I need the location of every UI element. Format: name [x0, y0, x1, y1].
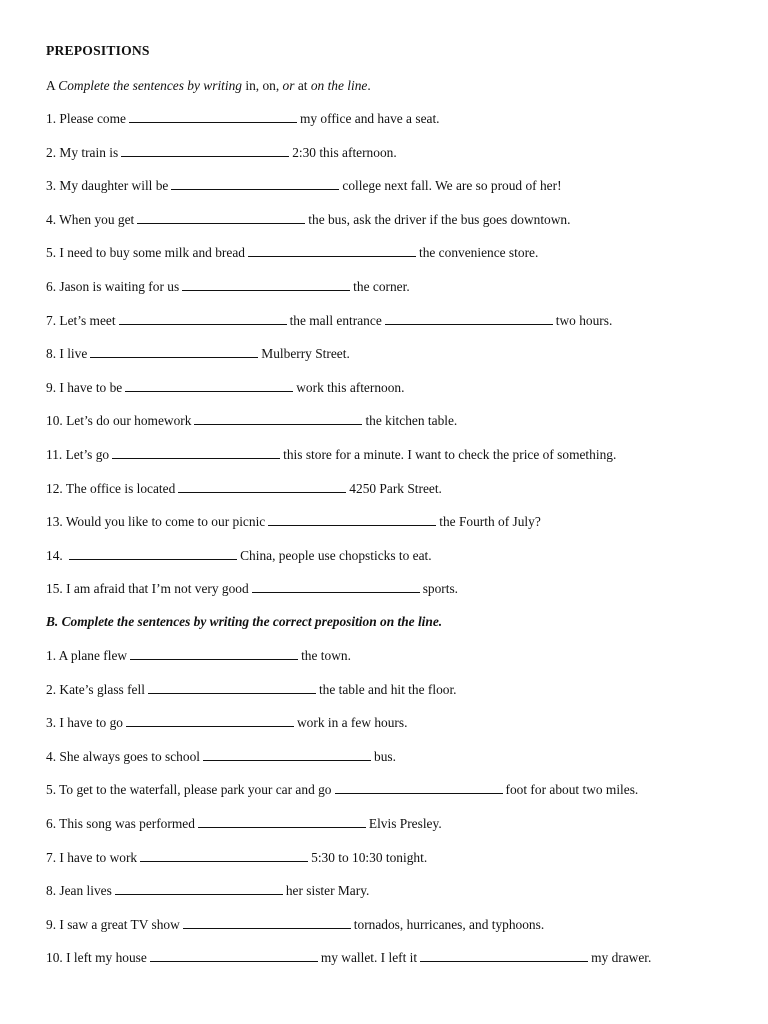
- answer-blank[interactable]: [420, 950, 588, 962]
- question-text: Let’s do our homework: [66, 413, 192, 429]
- question-item: [46, 212, 570, 228]
- answer-blank[interactable]: [385, 313, 553, 325]
- answer-blank[interactable]: [178, 481, 346, 493]
- instruction-run: or: [282, 78, 295, 93]
- question-text: To get to the waterfall, please park your car and go: [59, 782, 332, 798]
- question-item: [46, 346, 350, 362]
- answer-blank[interactable]: [248, 245, 416, 257]
- question-item: [46, 313, 612, 329]
- question-text: I left my house: [66, 950, 147, 966]
- question-text: foot for about two miles.: [505, 782, 639, 798]
- question-text: 5:30 to 10:30 tonight.: [311, 849, 428, 865]
- question-number: 4.: [46, 211, 57, 227]
- question-text: Would you like to come to our picnic: [65, 514, 266, 530]
- question-text: I saw a great TV show: [59, 916, 180, 932]
- question-number: 7.: [46, 312, 57, 328]
- question-text: I am afraid that I’m not very good: [66, 581, 249, 597]
- question-text: Let’s go: [65, 447, 110, 462]
- question-text: the kitchen table.: [365, 413, 458, 429]
- question-item: [46, 782, 638, 798]
- question-item: [46, 481, 442, 497]
- question-item: [46, 816, 442, 832]
- section-a-instruction: [46, 78, 371, 94]
- worksheet-title: PREPOSITIONS: [46, 43, 150, 58]
- question-text: China, people use chopsticks to eat.: [240, 547, 432, 563]
- instruction-run: in, on,: [242, 78, 283, 93]
- answer-blank[interactable]: [130, 648, 298, 660]
- question-number: 4.: [46, 748, 57, 764]
- question-text: Please come: [59, 111, 126, 126]
- question-text: the mall entrance: [289, 312, 382, 328]
- instruction-run: Complete the sentences by writing: [58, 78, 242, 93]
- question-number: 9.: [46, 379, 57, 395]
- question-item: [46, 917, 544, 933]
- question-text: I have to go: [59, 715, 123, 731]
- answer-blank[interactable]: [112, 447, 280, 459]
- question-number: 6.: [46, 279, 57, 294]
- question-item: [46, 749, 396, 765]
- answer-blank[interactable]: [148, 682, 316, 694]
- question-text: the Fourth of July?: [439, 514, 541, 530]
- question-item: [46, 581, 458, 597]
- question-item: [46, 648, 351, 664]
- question-text: the table and hit the floor.: [318, 681, 457, 697]
- question-number: 7.: [46, 849, 57, 865]
- question-item: [46, 447, 616, 463]
- question-number: 15.: [46, 581, 63, 597]
- question-text: the town.: [301, 648, 351, 663]
- question-number: 10.: [46, 950, 63, 966]
- question-text: I have to be: [59, 379, 123, 395]
- question-text: work in a few hours.: [297, 715, 408, 731]
- question-item: [46, 279, 410, 295]
- question-item: [46, 245, 538, 261]
- question-item: [46, 950, 651, 966]
- question-text: Kate’s glass fell: [59, 681, 145, 697]
- instruction-run: at: [294, 78, 311, 93]
- question-number: 2.: [46, 144, 57, 160]
- question-text: My train is: [59, 144, 119, 160]
- question-item: [46, 413, 457, 429]
- instruction-run: .: [367, 78, 371, 93]
- question-number: 3.: [46, 178, 57, 194]
- answer-blank[interactable]: [268, 514, 436, 526]
- question-number: 10.: [46, 413, 63, 429]
- question-number: 8.: [46, 883, 57, 899]
- question-text: The office is located: [65, 480, 176, 496]
- question-item: [46, 111, 440, 127]
- question-item: [46, 380, 404, 396]
- question-text: A plane flew: [58, 648, 128, 663]
- question-item: [46, 850, 427, 866]
- question-number: 1.: [46, 648, 57, 663]
- question-item: [46, 145, 397, 161]
- answer-blank[interactable]: [203, 749, 371, 761]
- question-text: 2:30 this afternoon.: [292, 144, 397, 160]
- answer-blank[interactable]: [115, 883, 283, 895]
- answer-blank[interactable]: [194, 413, 362, 425]
- question-text: bus.: [374, 748, 396, 764]
- section-b-instruction: B. Complete the sentences by writing the correct preposition on the line.: [46, 614, 443, 629]
- question-item: [46, 682, 457, 698]
- question-text: 4250 Park Street.: [349, 480, 442, 496]
- question-text: Jean lives: [59, 883, 112, 899]
- question-item: [46, 178, 562, 194]
- question-text: my drawer.: [591, 950, 652, 966]
- question-text: Jason is waiting for us: [59, 279, 180, 294]
- question-number: 12.: [46, 480, 63, 496]
- question-number: 1.: [46, 111, 57, 126]
- question-text: the convenience store.: [418, 245, 539, 261]
- question-item: [46, 883, 369, 899]
- answer-blank[interactable]: [121, 145, 289, 157]
- answer-blank[interactable]: [198, 816, 366, 828]
- question-number: 13.: [46, 514, 63, 530]
- answer-blank[interactable]: [126, 715, 294, 727]
- question-number: 3.: [46, 715, 57, 731]
- question-number: 2.: [46, 681, 57, 697]
- question-text: Mulberry Street.: [261, 346, 350, 362]
- question-text: This song was performed: [59, 816, 195, 831]
- instruction-run: A: [46, 78, 59, 93]
- question-number: 5.: [46, 782, 57, 798]
- question-text: the corner.: [353, 279, 410, 294]
- answer-blank[interactable]: [183, 917, 351, 929]
- answer-blank[interactable]: [119, 313, 287, 325]
- answer-blank[interactable]: [171, 178, 339, 190]
- question-item: [46, 715, 407, 731]
- question-number: 6.: [46, 816, 57, 831]
- question-text: my office and have a seat.: [299, 111, 440, 126]
- answer-blank[interactable]: [90, 346, 258, 358]
- question-number: 11.: [46, 447, 63, 462]
- answer-blank[interactable]: [69, 548, 237, 560]
- question-text: work this afternoon.: [296, 379, 405, 395]
- question-text: Elvis Presley.: [368, 816, 442, 831]
- question-text: two hours.: [555, 312, 613, 328]
- answer-blank[interactable]: [252, 581, 420, 593]
- question-text: She always goes to school: [59, 748, 200, 764]
- question-text: I need to buy some milk and bread: [59, 245, 245, 261]
- instruction-run: on the line: [310, 78, 368, 93]
- answer-blank[interactable]: [182, 279, 350, 291]
- question-text: sports.: [422, 581, 459, 597]
- question-item: [46, 548, 432, 564]
- question-text: Let’s meet: [59, 312, 116, 328]
- question-text: college next fall. We are so proud of her!: [342, 178, 562, 194]
- question-text: I have to work: [59, 849, 138, 865]
- answer-blank[interactable]: [125, 380, 293, 392]
- question-text: this store for a minute. I want to check the price of something.: [283, 447, 617, 462]
- answer-blank[interactable]: [335, 782, 503, 794]
- question-item: [46, 514, 541, 530]
- question-number: 14.: [46, 547, 63, 563]
- question-text: tornados, hurricanes, and typhoons.: [353, 916, 545, 932]
- question-text: I live: [59, 346, 88, 362]
- answer-blank[interactable]: [150, 950, 318, 962]
- question-text: the bus, ask the driver if the bus goes downtown.: [308, 211, 571, 227]
- question-number: 9.: [46, 916, 57, 932]
- question-text: When you get: [59, 211, 135, 227]
- answer-blank[interactable]: [137, 212, 305, 224]
- question-text: my wallet. I left it: [320, 950, 418, 966]
- answer-blank[interactable]: [129, 111, 297, 123]
- question-text: My daughter will be: [59, 178, 169, 194]
- answer-blank[interactable]: [140, 850, 308, 862]
- question-number: 5.: [46, 245, 57, 261]
- question-text: her sister Mary.: [285, 883, 370, 899]
- question-number: 8.: [46, 346, 57, 362]
